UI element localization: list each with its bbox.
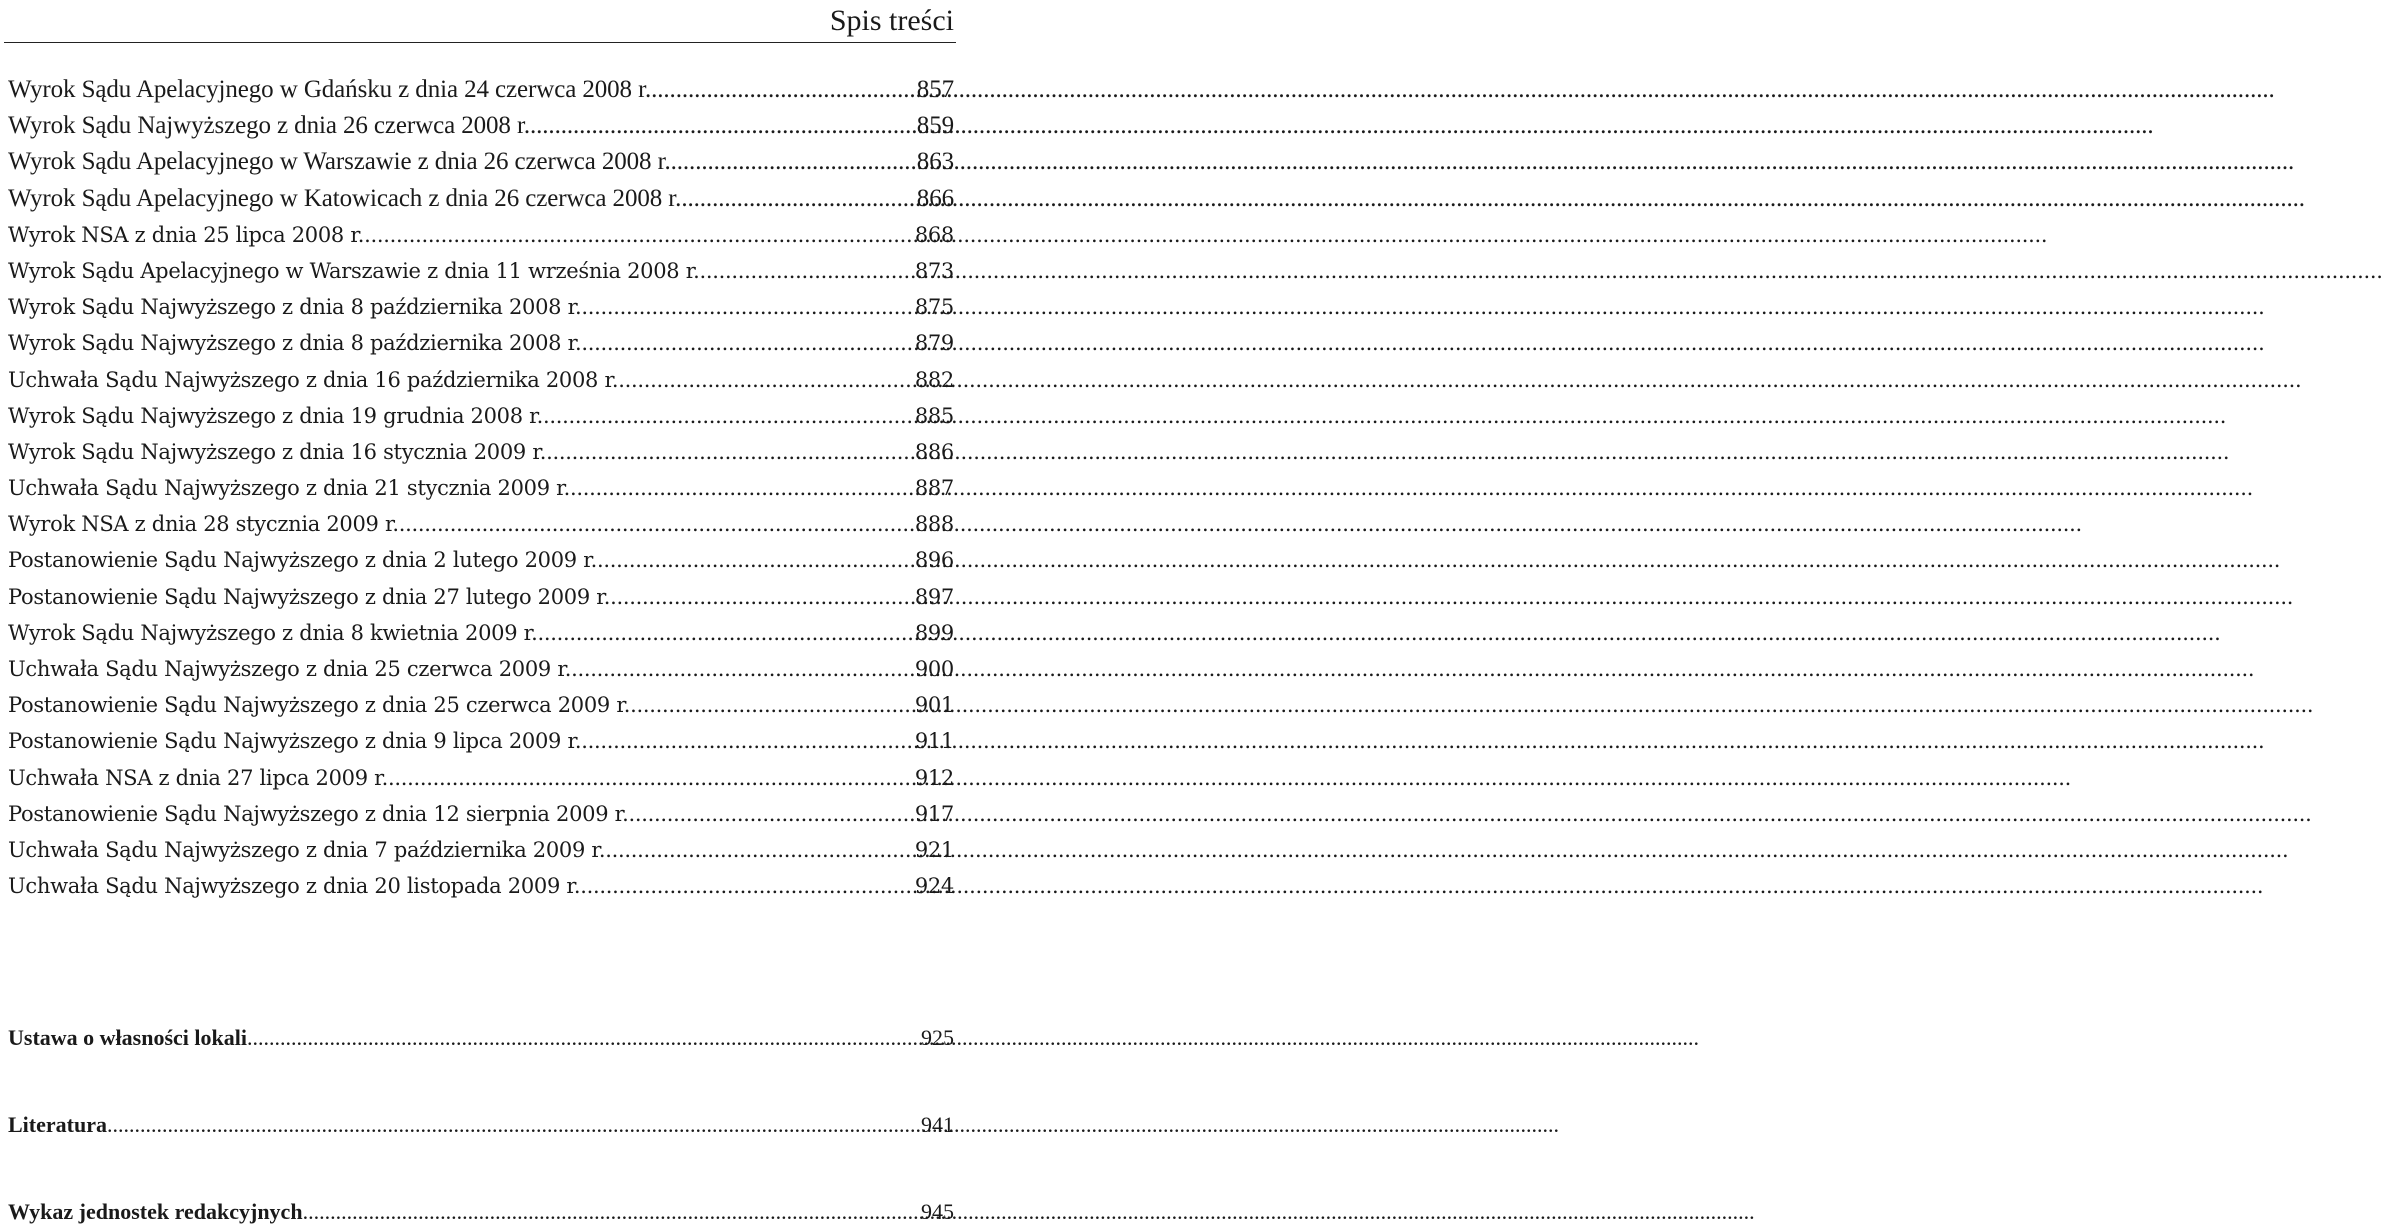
dot-leader xyxy=(546,434,915,470)
toc-entry[interactable] xyxy=(8,687,954,723)
dot-leader xyxy=(610,579,915,615)
toc-entry-page: 886 xyxy=(914,439,954,464)
toc-entry-title: Uchwała Sądu Najwyższego z dnia 20 listopada 2009 r. xyxy=(8,874,581,899)
dot-leader xyxy=(671,144,917,180)
toc-entry[interactable] xyxy=(8,651,954,687)
dot-leader xyxy=(543,398,915,434)
toc-entry-page: 901 xyxy=(914,693,954,718)
dot-leader xyxy=(580,868,915,904)
toc-entry-page: 917 xyxy=(914,801,954,826)
toc-entry-page: 887 xyxy=(914,476,954,501)
dot-leader xyxy=(388,760,915,796)
dot-leader xyxy=(618,362,915,398)
toc-entry[interactable] xyxy=(8,434,954,470)
toc-entry[interactable] xyxy=(8,144,954,180)
page-title: Spis treści xyxy=(829,4,954,37)
toc-section-title: Wykaz jednostek redakcyjnych xyxy=(8,1199,303,1224)
dot-leader xyxy=(681,181,916,217)
toc-entry[interactable] xyxy=(8,470,954,506)
toc-entry[interactable] xyxy=(8,362,954,398)
toc-section-ustawa[interactable] xyxy=(8,1020,954,1056)
dot-leader xyxy=(107,1107,921,1143)
toc-entry-page: 899 xyxy=(914,620,954,645)
page-header xyxy=(0,0,960,44)
toc-entry-page: 857 xyxy=(916,76,954,103)
toc-entry-title: Wyrok Sądu Najwyższego z dnia 8 kwietnia 2009 r. xyxy=(8,620,538,645)
toc-entry-page: 859 xyxy=(916,112,954,140)
toc-entry-title: Wyrok Sądu Apelacyjnego w Katowicach z dnia 26 czerwca 2008 r. xyxy=(8,184,682,212)
toc-entry-page: 924 xyxy=(914,874,954,899)
dot-leader xyxy=(630,687,915,723)
dot-leader xyxy=(605,832,915,868)
dot-leader xyxy=(700,253,915,289)
toc-entry-title: Uchwała Sądu Najwyższego z dnia 25 czerwca 2009 r. xyxy=(8,657,572,681)
toc-entry-page: 921 xyxy=(914,837,954,862)
dot-leader xyxy=(364,217,915,253)
toc-entry-title: Wyrok Sądu Najwyższego z dnia 26 czerwca 2008 r. xyxy=(8,112,530,140)
dot-leader xyxy=(581,289,914,325)
toc-entry[interactable] xyxy=(8,579,954,615)
toc-entry-title: Uchwała Sądu Najwyższego z dnia 16 października 2008 r. xyxy=(8,367,619,392)
toc-entry-title: Uchwała NSA z dnia 27 lipca 2009 r. xyxy=(8,765,388,790)
dot-leader xyxy=(530,108,917,144)
toc-entry-page: 888 xyxy=(914,512,954,537)
toc-entry-title: Wyrok Sądu Apelacyjnego w Warszawie z dnia 26 czerwca 2008 r. xyxy=(8,148,671,176)
toc-entry-title: Wyrok NSA z dnia 28 stycznia 2009 r. xyxy=(8,512,399,537)
toc-entry-page: 882 xyxy=(914,367,954,392)
toc-entry-title: Postanowienie Sądu Najwyższego z dnia 27 lutego 2009 r. xyxy=(8,584,611,609)
toc-entry-page: 896 xyxy=(914,548,954,573)
toc-entry[interactable] xyxy=(8,325,954,361)
toc-entry-page: 885 xyxy=(914,403,954,428)
toc-entry[interactable] xyxy=(8,723,954,759)
header-divider xyxy=(4,42,956,43)
toc-entry-page: 863 xyxy=(916,148,954,176)
dot-leader xyxy=(399,506,915,542)
toc-entry[interactable] xyxy=(8,832,954,868)
toc-entry-title: Postanowienie Sądu Najwyższego z dnia 9 lipca 2009 r. xyxy=(8,729,582,754)
dot-leader xyxy=(581,723,915,759)
toc-entry-page: 873 xyxy=(914,258,954,283)
toc-entry-title: Wyrok Sądu Najwyższego z dnia 16 stycznia 2009 r. xyxy=(8,439,547,464)
toc-entry[interactable] xyxy=(8,217,954,253)
dot-leader xyxy=(537,615,914,651)
toc-section-entry[interactable] xyxy=(8,1194,954,1230)
toc-entry-page: 897 xyxy=(914,584,954,609)
toc-entry[interactable] xyxy=(8,181,954,217)
dot-leader xyxy=(651,72,917,108)
toc-entry-title: Wyrok Sądu Najwyższego z dnia 8 października 2008 r. xyxy=(8,295,582,320)
toc-entry-title: Postanowienie Sądu Najwyższego z dnia 2 lutego 2009 r. xyxy=(8,548,598,573)
dot-leader xyxy=(628,796,914,832)
toc-entry[interactable] xyxy=(8,542,954,578)
toc-section-entry[interactable] xyxy=(8,1020,954,1056)
toc-entry-title: Wyrok Sądu Najwyższego z dnia 8 października 2008 r. xyxy=(8,331,582,356)
toc-section-title: Ustawa o własności lokali xyxy=(8,1025,247,1050)
toc-entry-title: Uchwała Sądu Najwyższego z dnia 21 stycznia 2009 r. xyxy=(8,476,570,501)
toc-entry-page: 875 xyxy=(914,295,954,320)
toc-entry[interactable] xyxy=(8,868,954,904)
dot-leader xyxy=(597,542,915,578)
toc-section-entry[interactable] xyxy=(8,1107,954,1143)
dot-leader xyxy=(581,325,914,361)
dot-leader xyxy=(303,1194,921,1230)
toc-entry-title: Uchwała Sądu Najwyższego z dnia 7 października 2009 r. xyxy=(8,837,606,862)
toc-entry-title: Wyrok Sądu Apelacyjnego w Gdańsku z dnia 24 czerwca 2008 r. xyxy=(8,76,652,103)
dot-leader xyxy=(570,470,915,506)
toc-entry-page: 911 xyxy=(914,729,954,754)
dot-leader xyxy=(571,651,915,687)
toc-entry[interactable] xyxy=(8,760,954,796)
toc-entry[interactable] xyxy=(8,108,954,144)
toc-entry-title: Postanowienie Sądu Najwyższego z dnia 12 sierpnia 2009 r. xyxy=(8,801,629,826)
dot-leader xyxy=(247,1020,921,1056)
toc-entry-title: Wyrok Sądu Apelacyjnego w Warszawie z dnia 11 września 2008 r. xyxy=(8,258,700,283)
toc-entry-title: Wyrok Sądu Najwyższego z dnia 19 grudnia 2008 r. xyxy=(8,403,543,428)
toc-entry[interactable] xyxy=(8,796,954,832)
toc-section-page: 925 xyxy=(921,1025,954,1050)
toc-entry[interactable] xyxy=(8,289,954,325)
toc-section-page: 945 xyxy=(921,1199,954,1224)
toc-entry-page: 879 xyxy=(914,331,954,356)
toc-entry[interactable] xyxy=(8,398,954,434)
toc-section-wykaz[interactable] xyxy=(8,1194,954,1230)
toc-section-title: Literatura xyxy=(8,1112,107,1137)
toc-entry-page: 900 xyxy=(914,657,954,681)
toc-entry-page: 868 xyxy=(914,222,954,247)
toc-entry[interactable] xyxy=(8,506,954,542)
table-of-contents xyxy=(8,72,954,904)
toc-entry-title: Wyrok NSA z dnia 25 lipca 2008 r. xyxy=(8,222,365,247)
toc-section-literatura[interactable] xyxy=(8,1107,954,1143)
toc-section-page: 941 xyxy=(921,1112,954,1137)
toc-entry-title: Postanowienie Sądu Najwyższego z dnia 25 czerwca 2009 r. xyxy=(8,693,631,718)
toc-entry[interactable] xyxy=(8,253,954,289)
toc-entry[interactable] xyxy=(8,72,954,108)
toc-entry-page: 866 xyxy=(916,184,954,212)
toc-entry-page: 912 xyxy=(914,765,954,790)
toc-entry[interactable] xyxy=(8,615,954,651)
